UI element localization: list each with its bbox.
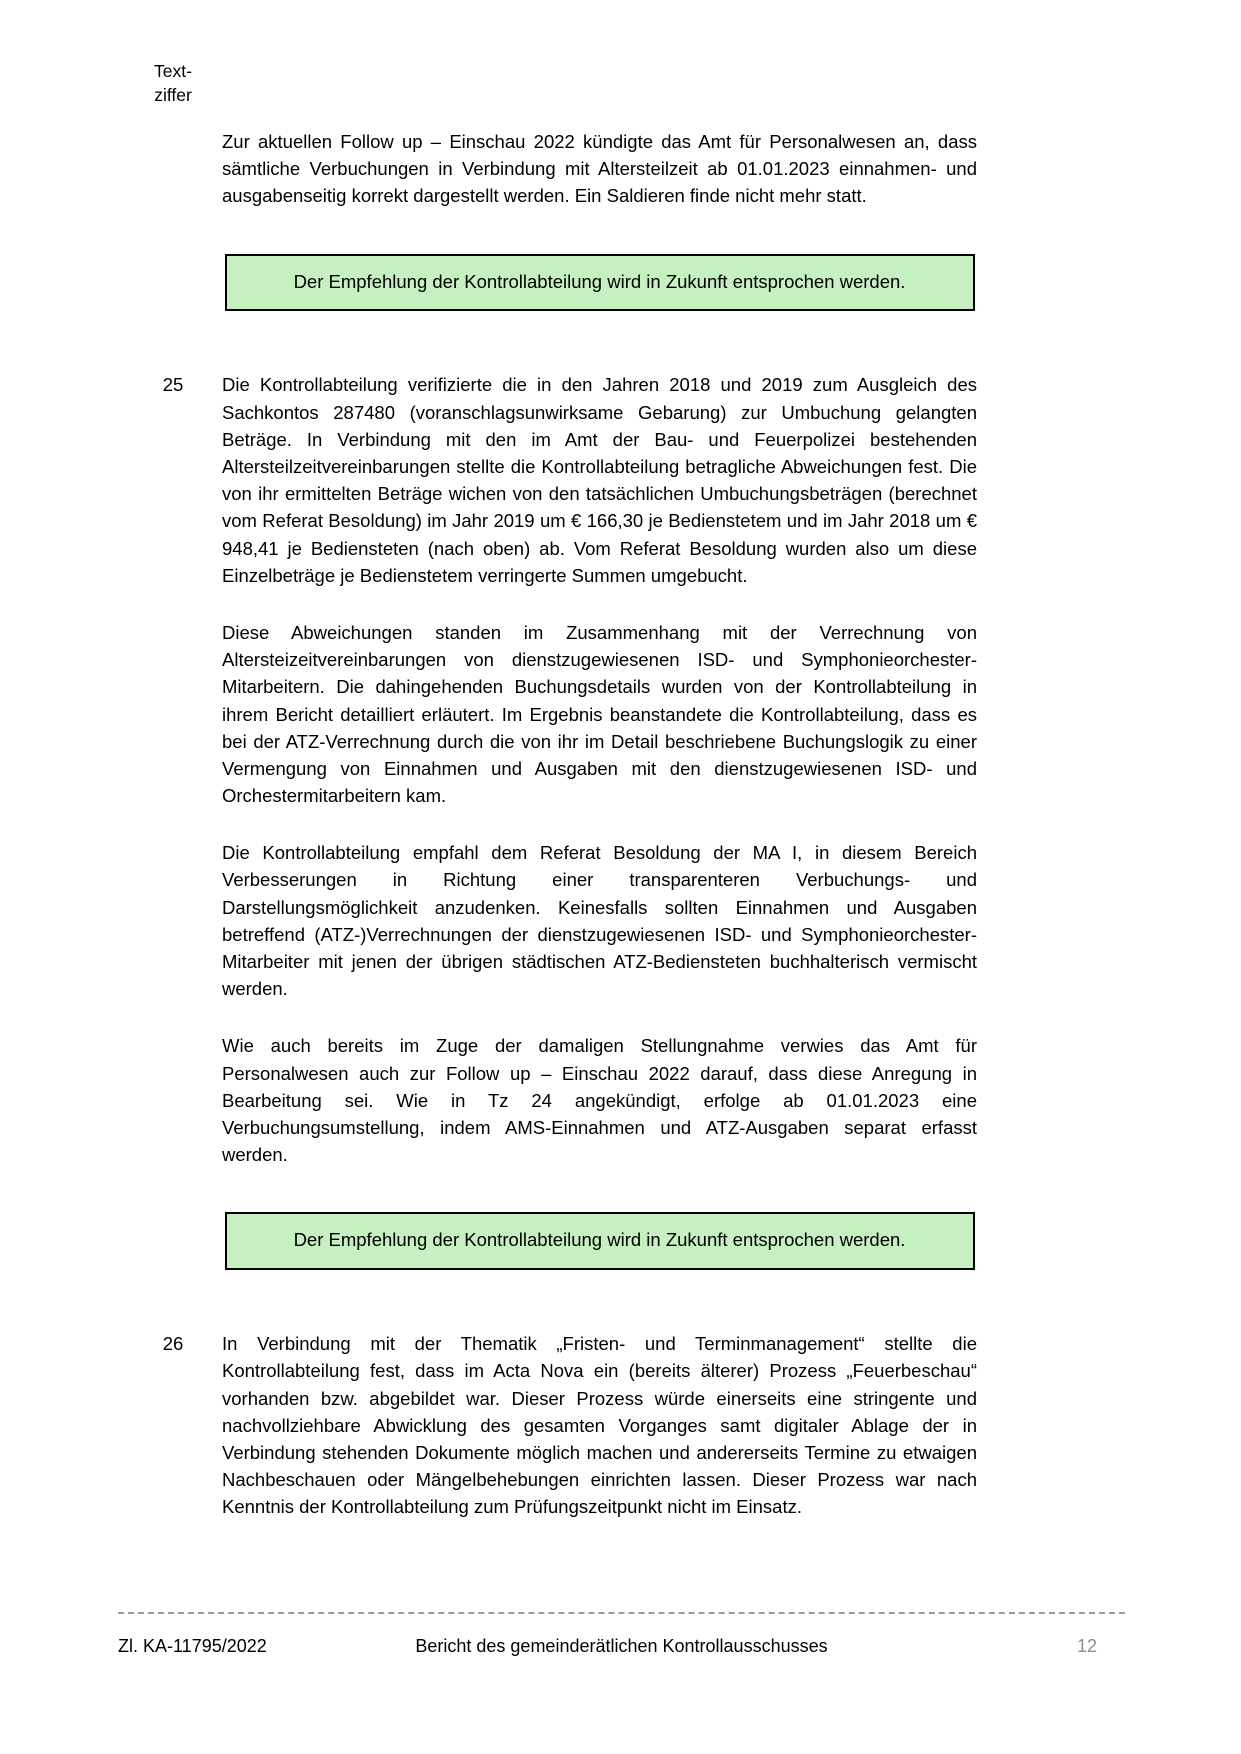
recommendation-text: Der Empfehlung der Kontrollabteilung wird in Zukunft entsprochen werden.	[293, 270, 906, 292]
content-column	[162, 128, 977, 1521]
document-section	[162, 371, 977, 1270]
footer-page-number: 12	[1076, 1636, 1097, 1656]
paragraph: Diese Abweichungen standen im Zusammenhang mit der Verrechnung von Altersteizeitvereinbarungen von dienstzugewiesenen ISD- und Symphonieorchester-Mitarbeitern. Die dahingehenden Buchungsdetails wurden von der Kontrollabteilung in ihrem Bericht detailliert erläutert. Im Ergebnis beanstandete die Kontrollabteilung, dass es bei der ATZ-Verrechnung durch die von ihr im Detail beschriebene Buchungslogik zu einer Vermengung von Einnahmen und Ausgaben mit den dienstzugewiesenen ISD- und Orchestermitarbeitern kam.	[222, 621, 977, 807]
document-section	[162, 1330, 977, 1520]
recommendation-box	[225, 1212, 975, 1270]
footer-divider	[118, 1612, 1125, 1614]
spacer	[222, 210, 977, 254]
footer-reference: Zl. KA-11795/2022	[118, 1636, 267, 1656]
textziffer-number: 26	[162, 1333, 184, 1355]
spacer	[222, 311, 977, 371]
paragraph	[162, 371, 977, 589]
spacer	[222, 589, 977, 619]
paragraph: Die Kontrollabteilung empfahl dem Referat Besoldung der MA I, in diesem Bereich Verbesserungen in Richtung einer transparenteren Verbuchungs- und Darstellungsmöglichkeit anzudenken. Keinesfalls sollten Einnahmen und Ausgaben betreffend (ATZ-)Verrechnungen der dienstzugewiesenen ISD- und Symphonieorchester-Mitarbeiter mit jenen der übrigen städtischen ATZ-Bediensteten buchhalterisch vermischt werden.	[222, 842, 977, 1000]
paragraph-text: In Verbindung mit der Thematik „Fristen- und Terminmanagement“ stellte die Kontrollabteilung fest, dass im Acta Nova ein (bereits älterer) Prozess „Feuerbeschau“ vorhanden bzw. abgebildet war. Dieser Prozess würde einerseits eine stringente und nachvollziehbare Abwicklung des gesamten Vorganges samt digitaler Ablage der in Verbindung stehenden Dokumente möglich machen und andererseits Termine zu etwaigen Nachbeschauen oder Mängelbehebungen einrichten lassen. Dieser Prozess war nach Kenntnis der Kontrollabteilung zum Prüfungszeitpunkt nicht im Einsatz.	[222, 1333, 977, 1518]
column-header-line1: Text-	[154, 61, 192, 81]
spacer	[222, 1002, 977, 1032]
paragraph: Zur aktuellen Follow up – Einschau 2022 kündigte das Amt für Personalwesen an, dass sämtliche Verbuchungen in Verbindung mit Altersteilzeit ab 01.01.2023 einnahmen- und ausgabenseitig korrekt dargestellt werden. Ein Saldieren finde nicht mehr statt.	[222, 131, 977, 207]
document-section	[222, 128, 977, 311]
column-header-textziffer	[118, 60, 228, 107]
recommendation-box	[225, 254, 975, 312]
spacer	[222, 809, 977, 839]
paragraph	[162, 1330, 977, 1520]
spacer	[222, 1270, 977, 1330]
paragraph-text: Die Kontrollabteilung verifizierte die in den Jahren 2018 und 2019 zum Ausgleich des Sachkontos 287480 (voranschlagsunwirksame Gebarung) zur Umbuchung gelangten Beträge. In Verbindung mit den im Amt der Bau- und Feuerpolizei bestehenden Altersteilzeitvereinbarungen stellte die Kontrollabteilung betragliche Abweichungen fest. Die von ihr ermittelten Beträge wichen von den tatsächlichen Umbuchungsbeträgen (berechnet vom Referat Besoldung) im Jahr 2019 um € 166,30 je Bedienstetem und im Jahr 2018 um € 948,41 je Bediensteten (nach oben) ab. Vom Referat Besoldung wurden also um diese Einzelbeträge je Bedienstetem verringerte Summen umgebucht.	[222, 374, 977, 586]
recommendation-text: Der Empfehlung der Kontrollabteilung wird in Zukunft entsprochen werden.	[293, 1229, 906, 1251]
footer-title: Bericht des gemeinderätlichen Kontrollausschusses	[415, 1636, 828, 1656]
page-footer	[118, 1636, 1125, 1676]
column-header-line2: ziffer	[154, 84, 192, 105]
spacer	[222, 1168, 977, 1212]
paragraph: Wie auch bereits im Zuge der damaligen Stellungnahme verwies das Amt für Personalwesen auch zur Follow up – Einschau 2022 darauf, dass diese Anregung in Bearbeitung sei. Wie in Tz 24 angekündigt, erfolge ab 01.01.2023 eine Verbuchungsumstellung, indem AMS-Einnahmen und ATZ-Ausgaben separat erfasst werden.	[222, 1035, 977, 1166]
textziffer-number: 25	[162, 374, 184, 396]
